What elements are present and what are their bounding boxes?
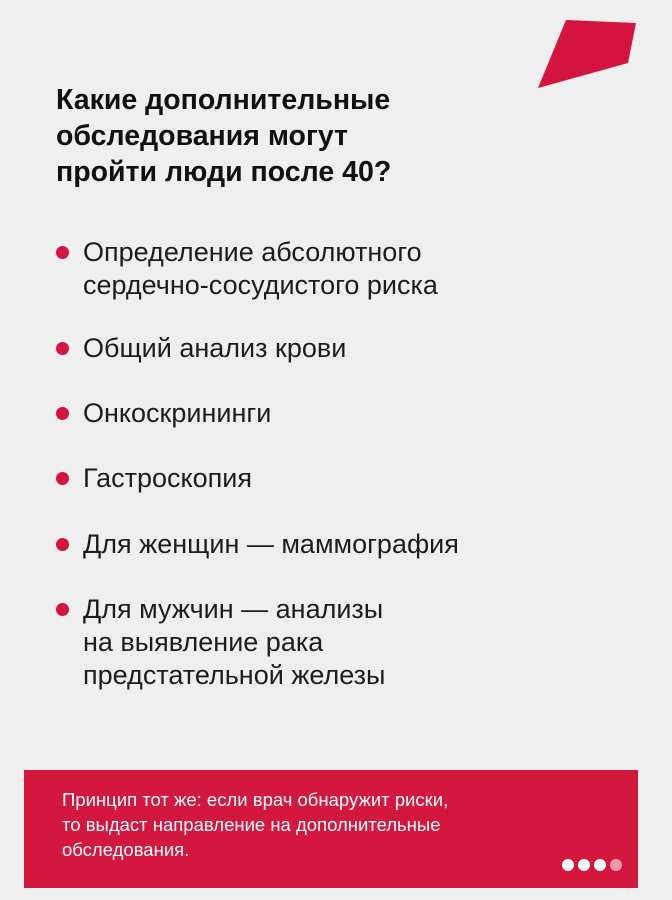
list-item-line: Для женщин — маммография [83, 529, 459, 559]
list-item-line: на выявление рака [83, 627, 324, 657]
list-item-line: Гастроскопия [83, 463, 252, 493]
list-item [56, 462, 636, 495]
list-item-line: сердечно-сосудистого риска [83, 270, 438, 300]
list-item [56, 397, 636, 430]
list-item-text [83, 593, 636, 692]
pagination-dot [562, 859, 574, 871]
title-line: Какие дополнительные [56, 84, 391, 116]
pagination-dot-active [594, 859, 606, 871]
pagination-dots [562, 859, 622, 871]
info-line: то выдаст направление на дополнительные [62, 814, 441, 835]
bullet-icon [56, 603, 69, 616]
bullet-icon [56, 538, 69, 551]
red-parallelogram-icon [530, 20, 636, 92]
bullet-icon [56, 472, 69, 485]
pagination-dot [578, 859, 590, 871]
list-item-line: Для мужчин — анализы [83, 594, 384, 624]
bullet-icon [56, 407, 69, 420]
pagination-dot [610, 859, 622, 871]
list-item-text [83, 236, 636, 302]
bullet-icon [56, 342, 69, 355]
info-text [62, 787, 602, 862]
list-item-text [83, 528, 636, 561]
page-title [56, 82, 536, 190]
list-item-line: Определение абсолютного [83, 237, 422, 267]
list-item [56, 528, 636, 561]
title-line: обследования могут [56, 120, 348, 152]
list-item [56, 593, 636, 692]
info-line: обследования. [62, 839, 190, 860]
list-item-line: Общий анализ крови [83, 333, 347, 363]
bullet-icon [56, 246, 69, 259]
list-item [56, 332, 636, 365]
info-line: Принцип тот же: если врач обнаружит риски, [62, 789, 449, 810]
list-item-text [83, 397, 636, 430]
list-item-line: Онкоскрининги [83, 398, 272, 428]
title-line: пройти люди после 40? [56, 156, 392, 188]
list-item-text [83, 332, 636, 365]
list-item [56, 236, 636, 302]
info-banner [24, 770, 638, 888]
list-item-text [83, 462, 636, 495]
list-item-line: предстательной железы [83, 660, 386, 690]
